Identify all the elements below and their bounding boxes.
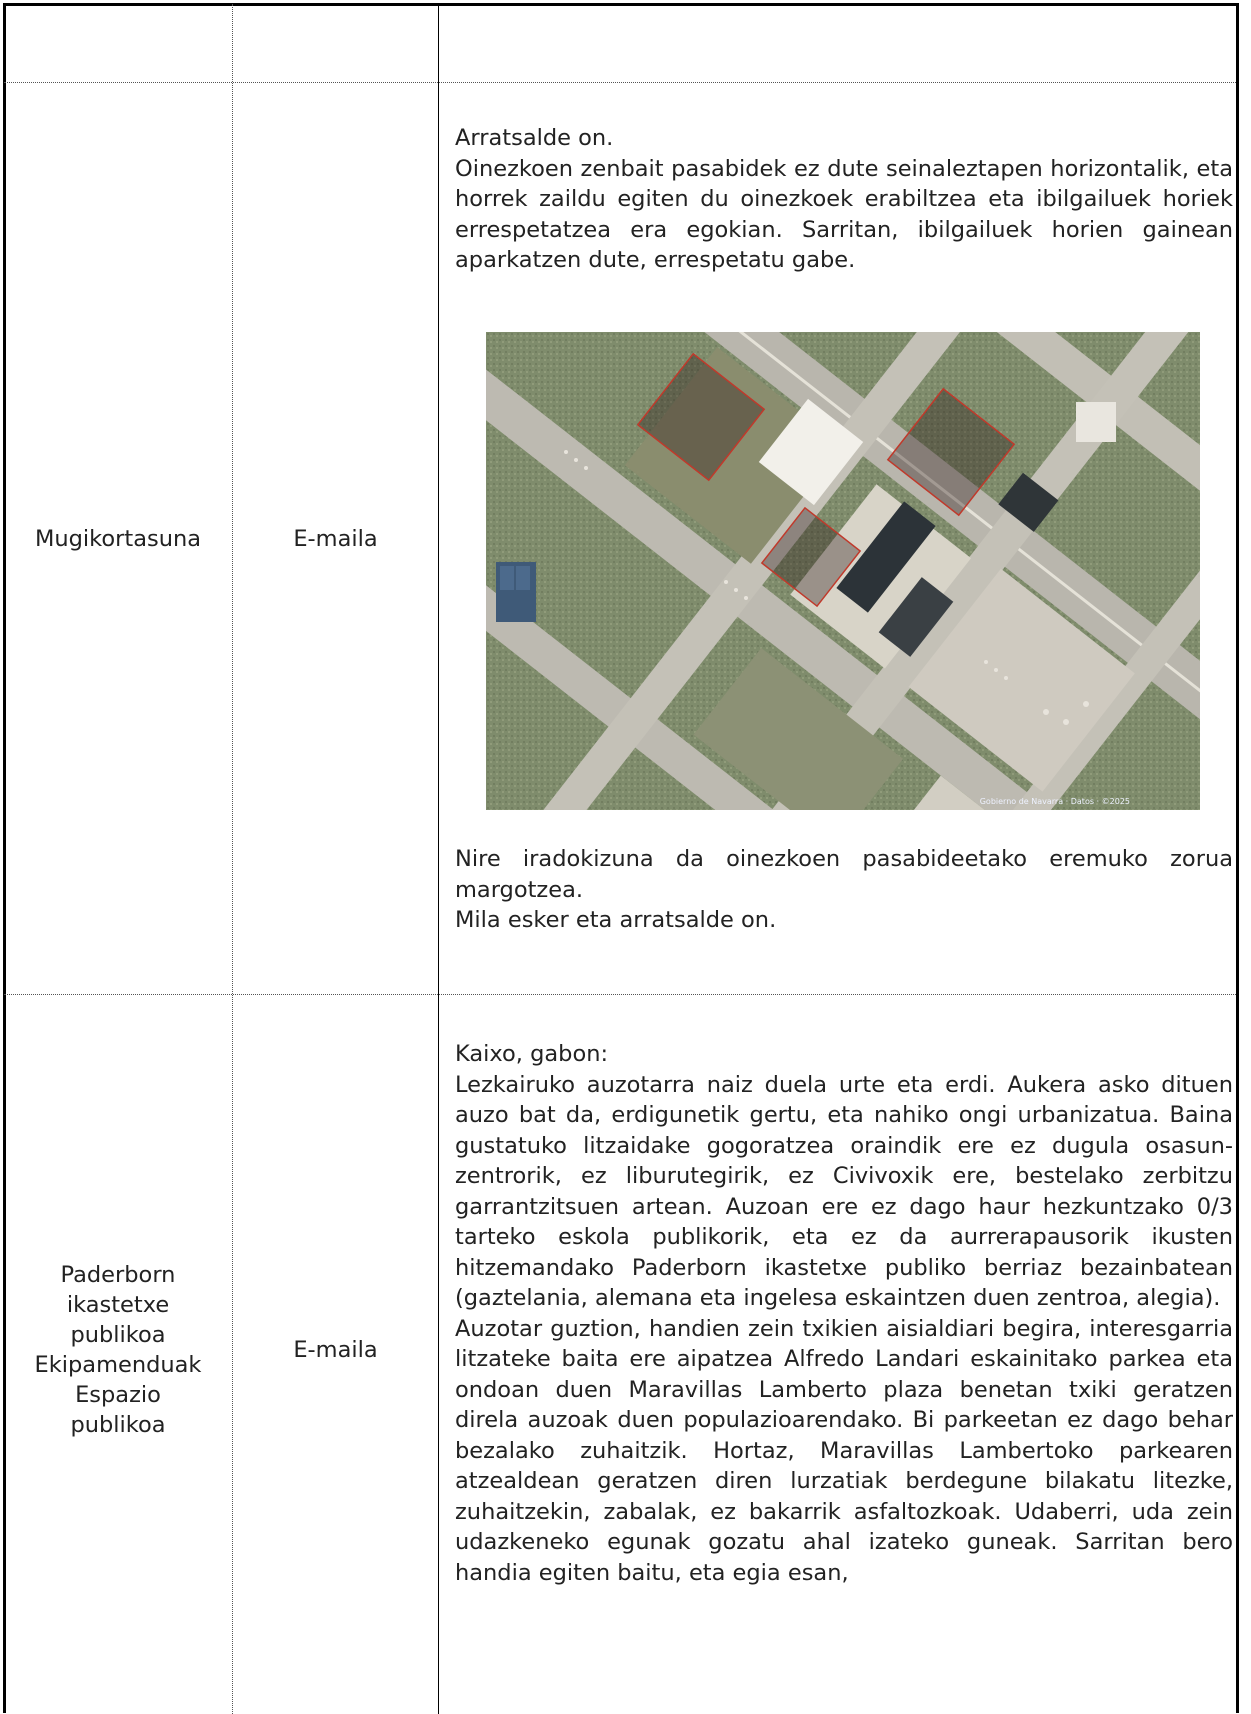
row-1-category	[4, 83, 232, 994]
category-text: Mugikortasuna	[34, 525, 202, 552]
row-2-category	[4, 995, 232, 1704]
row-1-channel	[233, 83, 438, 994]
map-graphic	[486, 332, 1200, 810]
category-text	[35, 1260, 202, 1440]
closing-thanks: Mila esker eta arratsalde on.	[455, 907, 777, 933]
message-paragraph-2: Auzotar guztion, handien zein txikien aisialdiari begira, interesgarria litzateke baita ere aipatzea Alfredo Landari eskainitako parkea eta ondoan duen Maravillas Lamberto plaza benetan txiki geratzen direla auzoak duen populazioarendako. Bi parkeetan ez dago behar bezalako zuhaitzik. Hortaz, Maravillas Lambertoko parkearen atzealdean geratzen diren lurzatiak berdegune bilakatu litezke, zuhaitzekin, zabalak, ez bakarrik asfaltozkoak. Udaberri, uda zein udazkeneko egunak gozatu ahal izateko guneak. Sarritan bero handia egiten baitu, eta egia esan,	[455, 1315, 1233, 1586]
category-line: Paderborn	[60, 1261, 176, 1288]
satellite-map-image	[486, 332, 1200, 810]
category-line: Espazio	[75, 1381, 161, 1408]
row-2-channel	[233, 995, 438, 1704]
category-line: Ekipamenduak	[34, 1351, 202, 1378]
column-divider	[438, 4, 439, 1714]
closing-suggestion: Nire iradokizuna da oinezkoen pasabideetako eremuko zorua margotzea.	[455, 846, 1233, 903]
map-credit: Gobierno de Navarra · Datos · ©2025	[979, 797, 1130, 806]
row-2-message	[455, 1039, 1233, 1588]
row-1-closing	[455, 844, 1233, 936]
category-line: publikoa	[70, 1321, 166, 1348]
greeting: Arratsalde on.	[455, 125, 614, 151]
channel-text: E-maila	[293, 525, 378, 552]
channel-text: E-maila	[293, 1336, 378, 1363]
message-paragraph-1: Lezkairuko auzotarra naiz duela urte eta erdi. Aukera asko dituen auzo bat da, erdigunetik gertu, eta nahiko ongi urbanizatua. Baina gustatuko litzaidake gogoratzea oraindik ere ez dugula osasun-zentrorik, ez liburutegirik, ez Civivoxik ere, bestelako zerbitzu garrantzitsuen artean. Auzoan ere ez dago haur hezkuntzako 0/3 tarteko eskola publikorik, eta ez da aurrerapausorik ikusten hitzemandako Paderborn ikastetxe publiko berriaz bezainbatean (gaztelania, alemana eta ingelesa eskaintzen duen zentroa, alegia).	[455, 1071, 1233, 1311]
greeting: Kaixo, gabon:	[455, 1041, 609, 1067]
message-body: Oinezkoen zenbait pasabidek ez dute seinaleztapen horizontalik, eta horrek zaildu egiten du oinezkoek erabiltzea eta ibilgailuek horiek errespetatzea era egokian. Sarritan, ibilgailuek horien gainean aparkatzen dute, errespetatu gabe.	[455, 155, 1233, 273]
row-1-message	[455, 123, 1233, 276]
category-line: publikoa	[70, 1411, 166, 1438]
category-line: ikastetxe	[66, 1291, 170, 1318]
